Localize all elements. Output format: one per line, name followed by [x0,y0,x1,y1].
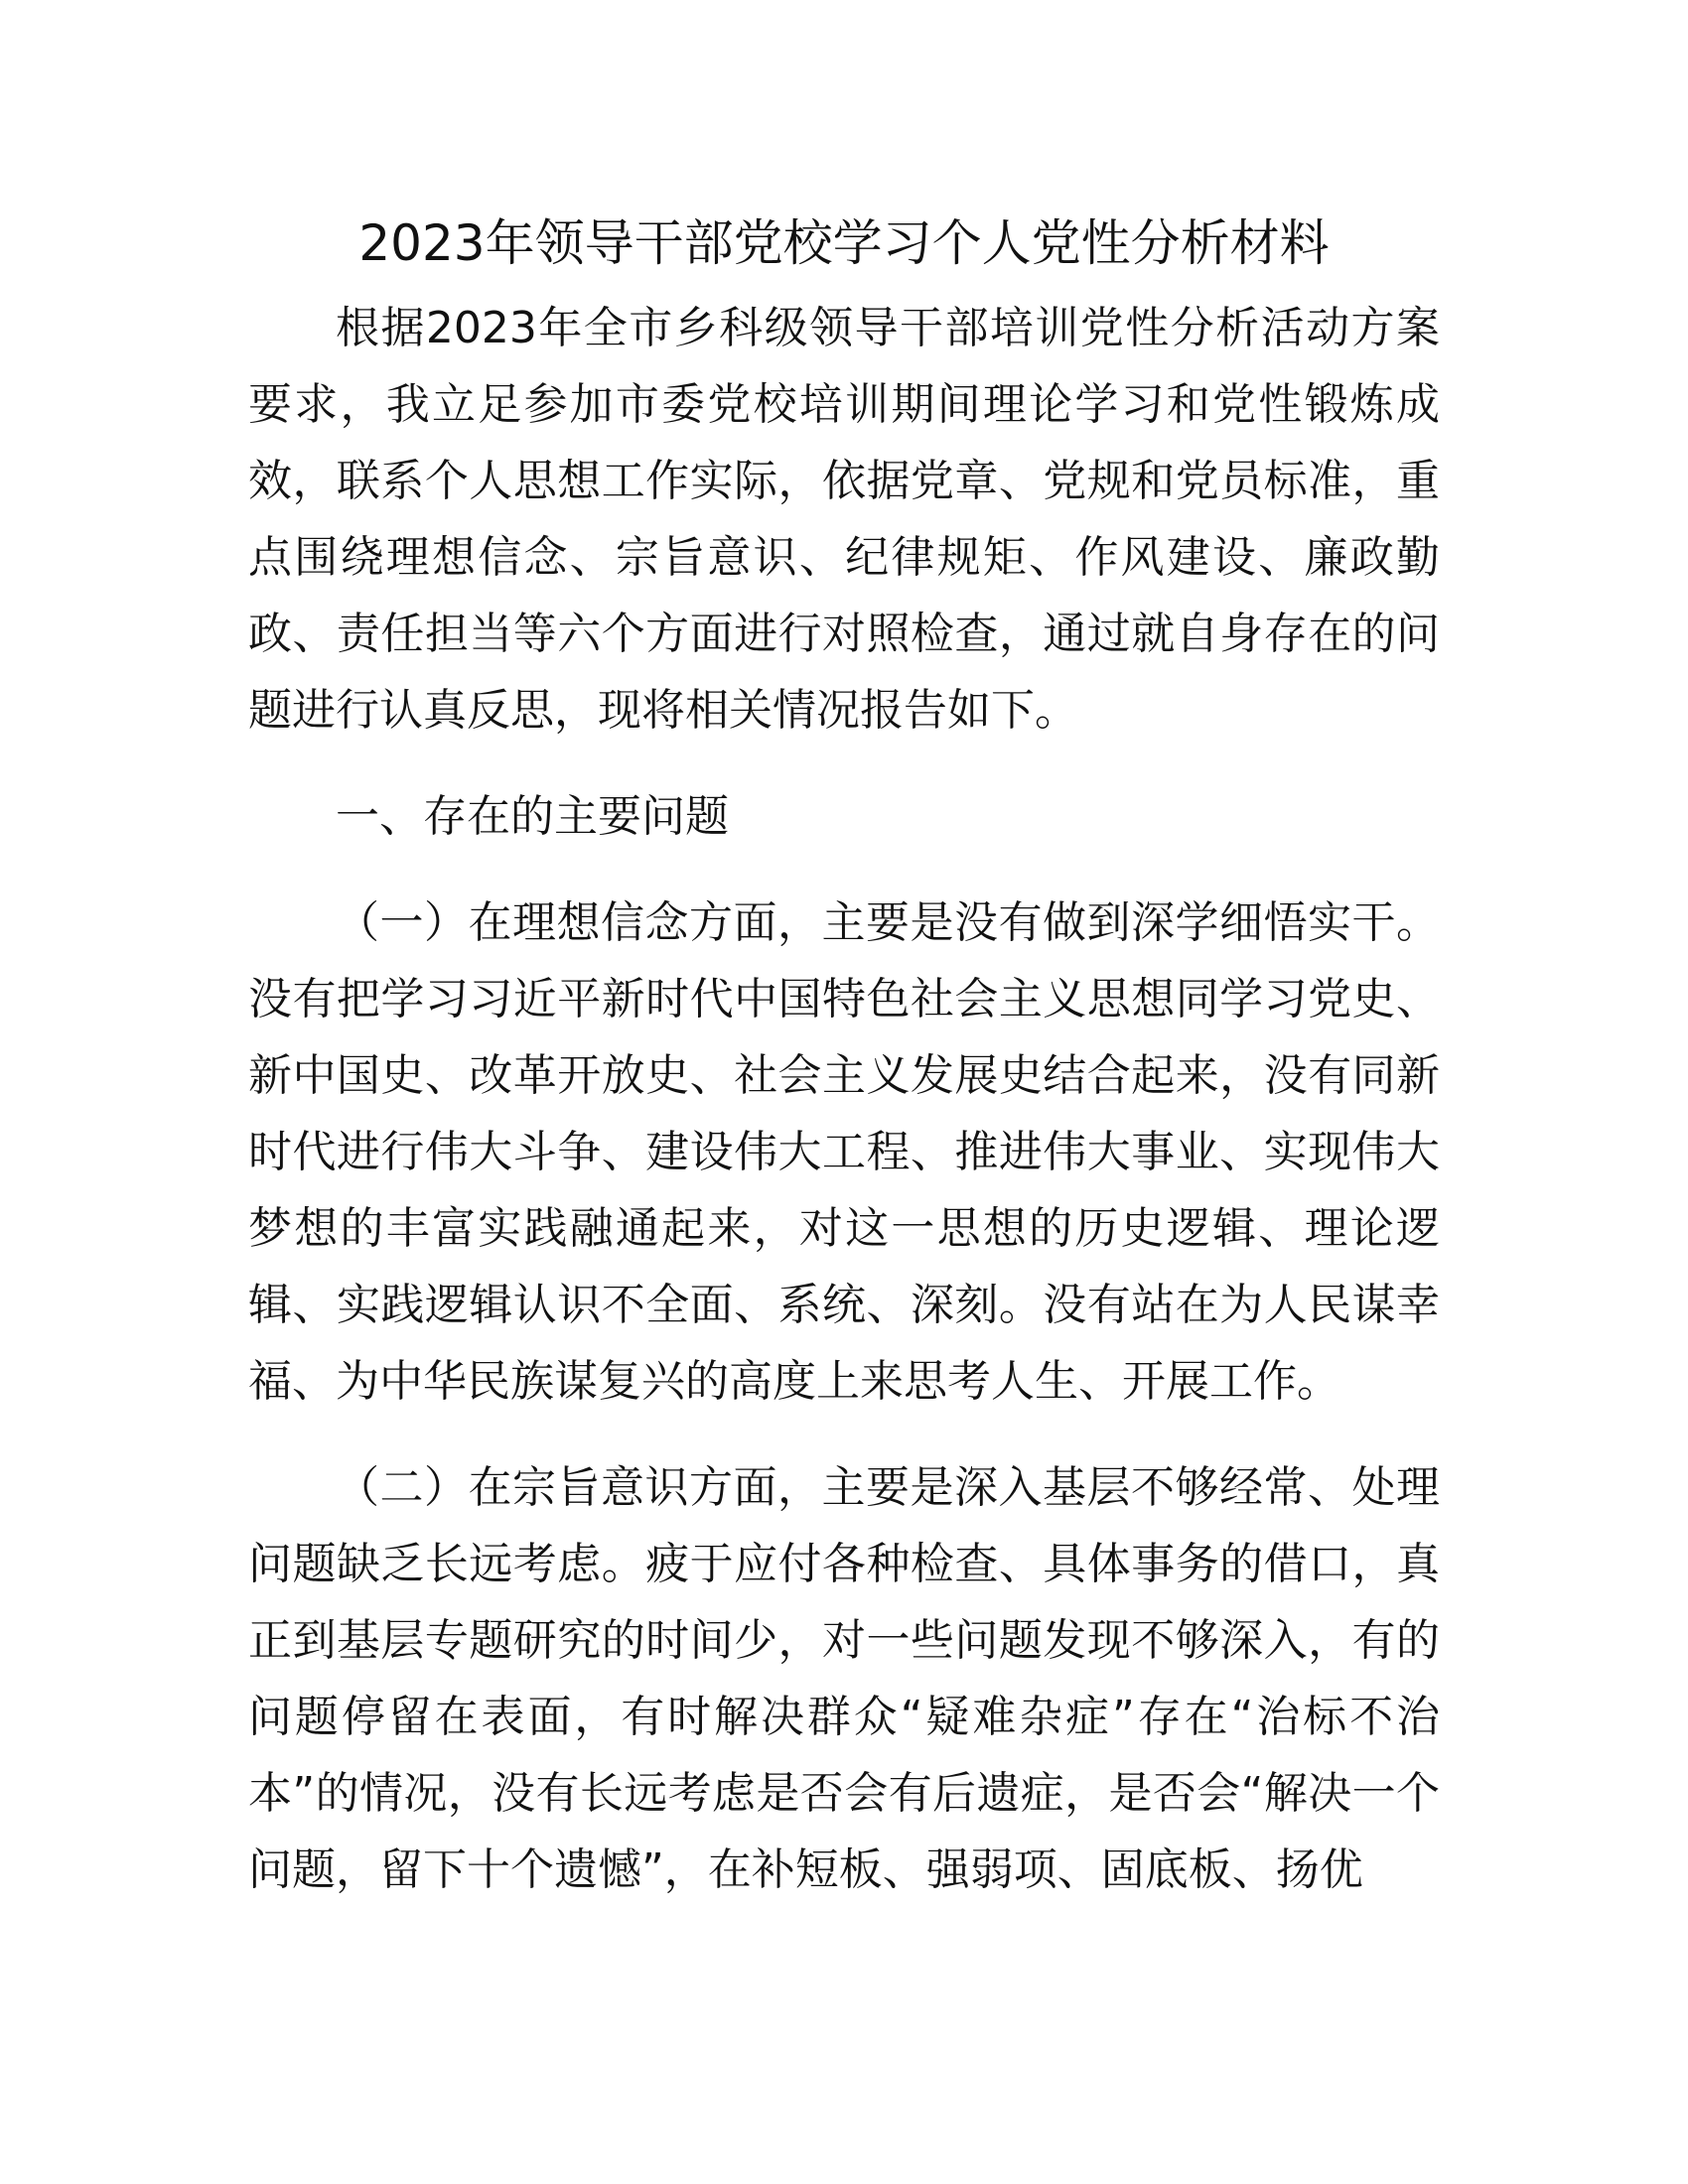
paragraph-ideals-beliefs: （一）在理想信念方面，主要是没有做到深学细悟实干。没有把学习习近平新时代中国特色社会主义思想同学习党史、新中国史、改革开放史、社会主义发展史结合起来，没有同新时代进行伟大斗争、建设伟大工程、推进伟大事业、实现伟大梦想的丰富实践融通起来，对这一思想的历史逻辑、理论逻辑、实践逻辑认识不全面、系统、深刻。没有站在为人民谋幸福、为中华民族谋复兴的高度上来思考人生、开展工作。 [248,897,1440,1407]
intro-paragraph: 根据2023年全市乡科级领导干部培训党性分析活动方案要求，我立足参加市委党校培训期间理论学习和党性锻炼成效，联系个人思想工作实际，依据党章、党规和党员标准，重点围绕理想信念、宗旨意识、纪律规矩、作风建设、廉政勤政、责任担当等六个方面进行对照检查，通过就自身存在的问题进行认真反思，现将相关情况报告如下。 [248,303,1440,736]
document-page [248,199,1440,1908]
document-title: 2023年领导干部党校学习个人党性分析材料 [358,214,1330,272]
section-heading-problems: 一、存在的主要问题 [336,791,729,842]
paragraph-purpose-awareness: （二）在宗旨意识方面，主要是深入基层不够经常、处理问题缺乏长远考虑。疲于应付各种检查、具体事务的借口，真正到基层专题研究的时间少，对一些问题发现不够深入，有的问题停留在表面，有时解决群众“疑难杂症”存在“治标不治本”的情况，没有长远考虑是否会有后遗症，是否会“解决一个问题，留下十个遗憾”，在补短板、强弱项、固底板、扬优 [248,1462,1440,1895]
